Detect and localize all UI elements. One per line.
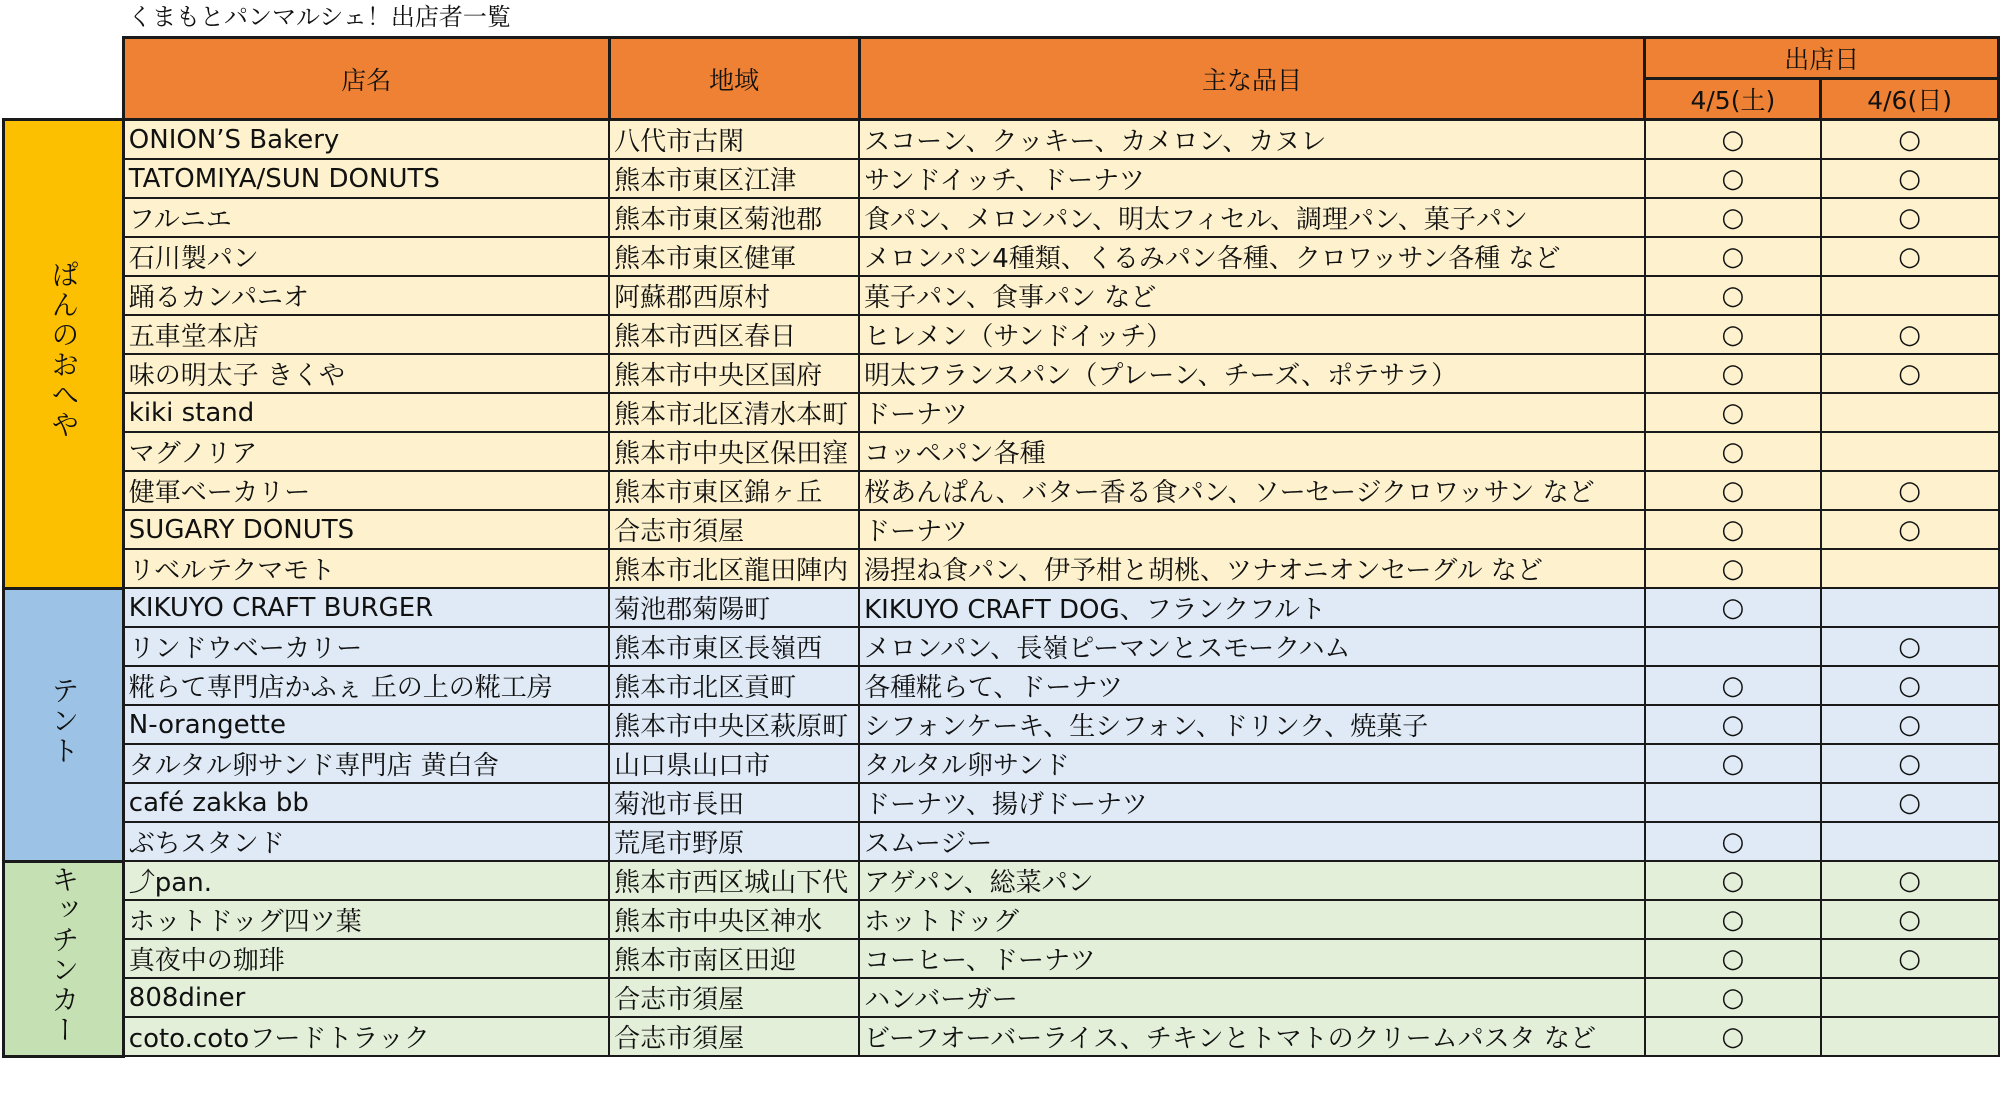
cell-day2: ○ <box>1821 900 1999 939</box>
cell-area: 荒尾市野原 <box>609 822 859 861</box>
group-label-tent <box>4 588 124 861</box>
cell-day1 <box>1645 627 1821 666</box>
cell-items: メロンパン4種類、くるみパン各種、クロワッサン各種 など <box>859 237 1645 276</box>
cell-day1: ○ <box>1645 822 1821 861</box>
cell-items: 菓子パン、食事パン など <box>859 276 1645 315</box>
cell-area: 熊本市中央区萩原町 <box>609 705 859 744</box>
cell-items: 各種糀らて、ドーナツ <box>859 666 1645 705</box>
cell-day1: ○ <box>1645 900 1821 939</box>
table-row <box>4 1017 1999 1056</box>
group-label-text: テント <box>47 676 81 766</box>
cell-day2 <box>1821 276 1999 315</box>
cell-items: 明太フランスパン（プレーン、チーズ、ポテサラ） <box>859 354 1645 393</box>
cell-day1: ○ <box>1645 276 1821 315</box>
cell-day2 <box>1821 393 1999 432</box>
cell-shop: 真夜中の珈琲 <box>123 939 609 978</box>
cell-day1: ○ <box>1645 159 1821 198</box>
cell-shop: マグノリア <box>123 432 609 471</box>
table-row <box>4 471 1999 510</box>
cell-items: スムージー <box>859 822 1645 861</box>
cell-day1: ○ <box>1645 705 1821 744</box>
cell-day2: ○ <box>1821 198 1999 237</box>
cell-items: 桜あんぱん、バター香る食パン、ソーセージクロワッサン など <box>859 471 1645 510</box>
cell-shop: café zakka bb <box>123 783 609 822</box>
table-row <box>4 549 1999 588</box>
cell-shop: 踊るカンパニオ <box>123 276 609 315</box>
cell-shop: ⤴pan. <box>123 861 609 900</box>
table-row <box>4 666 1999 705</box>
cell-day1: ○ <box>1645 471 1821 510</box>
cell-area: 熊本市中央区保田窪 <box>609 432 859 471</box>
group-label-text: キッチンカー <box>47 865 81 1045</box>
cell-shop: フルニエ <box>123 198 609 237</box>
table-row <box>4 705 1999 744</box>
cell-items: ドーナツ、揚げドーナツ <box>859 783 1645 822</box>
cell-day2: ○ <box>1821 354 1999 393</box>
table-row <box>4 588 1999 627</box>
cell-day1: ○ <box>1645 861 1821 900</box>
cell-items: ドーナツ <box>859 510 1645 549</box>
cell-items: ドーナツ <box>859 393 1645 432</box>
cell-shop: 808diner <box>123 978 609 1017</box>
page-title: くまもとパンマルシェ！出店者一覧 <box>128 3 511 31</box>
cell-area: 熊本市東区長嶺西 <box>609 627 859 666</box>
cell-items: メロンパン、長嶺ピーマンとスモークハム <box>859 627 1645 666</box>
cell-items: ヒレメン（サンドイッチ） <box>859 315 1645 354</box>
cell-area: 菊池郡菊陽町 <box>609 588 859 627</box>
cell-day2 <box>1821 1017 1999 1056</box>
header-dates: 出店日 <box>1645 38 1999 79</box>
cell-shop: coto.cotoフードトラック <box>123 1017 609 1056</box>
cell-items: スコーン、クッキー、カメロン、カヌレ <box>859 120 1645 160</box>
cell-shop: 五車堂本店 <box>123 315 609 354</box>
table-row <box>4 393 1999 432</box>
table-row <box>4 237 1999 276</box>
cell-shop: 糀らて専門店かふぇ 丘の上の糀工房 <box>123 666 609 705</box>
cell-area: 合志市須屋 <box>609 978 859 1017</box>
vendor-table <box>2 36 2000 1058</box>
table-row <box>4 159 1999 198</box>
cell-shop: タルタル卵サンド専門店 黄白舎 <box>123 744 609 783</box>
cell-area: 熊本市中央区国府 <box>609 354 859 393</box>
cell-day1: ○ <box>1645 120 1821 160</box>
cell-shop: kiki stand <box>123 393 609 432</box>
cell-items: タルタル卵サンド <box>859 744 1645 783</box>
cell-day2 <box>1821 549 1999 588</box>
table-row <box>4 198 1999 237</box>
cell-day2: ○ <box>1821 744 1999 783</box>
cell-day2 <box>1821 432 1999 471</box>
cell-area: 熊本市南区田迎 <box>609 939 859 978</box>
cell-day1: ○ <box>1645 744 1821 783</box>
table-row <box>4 783 1999 822</box>
cell-day2 <box>1821 822 1999 861</box>
cell-day1: ○ <box>1645 549 1821 588</box>
cell-items: シフォンケーキ、生シフォン、ドリンク、焼菓子 <box>859 705 1645 744</box>
cell-day2 <box>1821 588 1999 627</box>
cell-day2: ○ <box>1821 705 1999 744</box>
table-row <box>4 627 1999 666</box>
cell-items: アゲパン、総菜パン <box>859 861 1645 900</box>
cell-area: 熊本市北区清水本町 <box>609 393 859 432</box>
cell-items: コーヒー、ドーナツ <box>859 939 1645 978</box>
group-label-kitchen <box>4 861 124 1056</box>
cell-day2: ○ <box>1821 627 1999 666</box>
cell-area: 合志市須屋 <box>609 1017 859 1056</box>
cell-area: 八代市古閑 <box>609 120 859 160</box>
cell-day2 <box>1821 978 1999 1017</box>
cell-shop: リベルテクマモト <box>123 549 609 588</box>
cell-day1: ○ <box>1645 432 1821 471</box>
cell-area: 熊本市東区菊池郡 <box>609 198 859 237</box>
cell-shop: TATOMIYA/SUN DONUTS <box>123 159 609 198</box>
table-header <box>4 38 1999 120</box>
table-row <box>4 744 1999 783</box>
cell-day1 <box>1645 783 1821 822</box>
cell-day2: ○ <box>1821 315 1999 354</box>
header-shop: 店名 <box>123 38 609 120</box>
cell-items: コッペパン各種 <box>859 432 1645 471</box>
cell-shop: KIKUYO CRAFT BURGER <box>123 588 609 627</box>
cell-area: 熊本市中央区神水 <box>609 900 859 939</box>
cell-shop: ONION’S Bakery <box>123 120 609 160</box>
cell-day1: ○ <box>1645 315 1821 354</box>
cell-shop: 健軍ベーカリー <box>123 471 609 510</box>
cell-area: 熊本市西区春日 <box>609 315 859 354</box>
header-day2: 4/6(日) <box>1821 79 1999 120</box>
group-label-text: ぱんのおへや <box>47 260 81 441</box>
table-row <box>4 861 1999 900</box>
cell-day1: ○ <box>1645 666 1821 705</box>
cell-items: 食パン、メロンパン、明太フィセル、調理パン、菓子パン <box>859 198 1645 237</box>
cell-day2: ○ <box>1821 783 1999 822</box>
cell-day2: ○ <box>1821 237 1999 276</box>
cell-shop: ぶちスタンド <box>123 822 609 861</box>
cell-shop: ホットドッグ四ツ葉 <box>123 900 609 939</box>
cell-day2: ○ <box>1821 666 1999 705</box>
cell-day2: ○ <box>1821 471 1999 510</box>
header-corner <box>4 38 124 120</box>
table-row <box>4 432 1999 471</box>
table-row <box>4 510 1999 549</box>
cell-day1: ○ <box>1645 588 1821 627</box>
cell-area: 阿蘇郡西原村 <box>609 276 859 315</box>
cell-items: 湯捏ね食パン、伊予柑と胡桃、ツナオニオンセーグル など <box>859 549 1645 588</box>
cell-items: ハンバーガー <box>859 978 1645 1017</box>
cell-items: KIKUYO CRAFT DOG、フランクフルト <box>859 588 1645 627</box>
cell-area: 山口県山口市 <box>609 744 859 783</box>
cell-shop: 味の明太子 きくや <box>123 354 609 393</box>
cell-day1: ○ <box>1645 1017 1821 1056</box>
cell-area: 熊本市北区龍田陣内 <box>609 549 859 588</box>
cell-day1: ○ <box>1645 393 1821 432</box>
cell-day1: ○ <box>1645 237 1821 276</box>
cell-shop: リンドウベーカリー <box>123 627 609 666</box>
table-row <box>4 315 1999 354</box>
cell-day1: ○ <box>1645 198 1821 237</box>
cell-day1: ○ <box>1645 510 1821 549</box>
table-row <box>4 939 1999 978</box>
table-row <box>4 822 1999 861</box>
cell-area: 熊本市東区錦ヶ丘 <box>609 471 859 510</box>
cell-area: 菊池市長田 <box>609 783 859 822</box>
cell-area: 熊本市北区貢町 <box>609 666 859 705</box>
cell-day2: ○ <box>1821 510 1999 549</box>
table-row <box>4 900 1999 939</box>
table-body <box>4 120 1999 1057</box>
cell-day2: ○ <box>1821 159 1999 198</box>
cell-items: サンドイッチ、ドーナツ <box>859 159 1645 198</box>
cell-shop: N-orangette <box>123 705 609 744</box>
cell-day2: ○ <box>1821 120 1999 160</box>
table-row <box>4 354 1999 393</box>
cell-area: 熊本市西区城山下代 <box>609 861 859 900</box>
cell-day2: ○ <box>1821 939 1999 978</box>
cell-day2: ○ <box>1821 861 1999 900</box>
header-area: 地域 <box>609 38 859 120</box>
table-row <box>4 120 1999 160</box>
table-row <box>4 978 1999 1017</box>
cell-area: 熊本市東区江津 <box>609 159 859 198</box>
cell-day1: ○ <box>1645 939 1821 978</box>
cell-shop: SUGARY DONUTS <box>123 510 609 549</box>
header-day1: 4/5(土) <box>1645 79 1821 120</box>
cell-day1: ○ <box>1645 978 1821 1017</box>
table-row <box>4 276 1999 315</box>
cell-day1: ○ <box>1645 354 1821 393</box>
cell-items: ビーフオーバーライス、チキンとトマトのクリームパスタ など <box>859 1017 1645 1056</box>
header-items: 主な品目 <box>859 38 1645 120</box>
cell-items: ホットドッグ <box>859 900 1645 939</box>
group-label-pan <box>4 120 124 589</box>
cell-shop: 石川製パン <box>123 237 609 276</box>
cell-area: 合志市須屋 <box>609 510 859 549</box>
cell-area: 熊本市東区健軍 <box>609 237 859 276</box>
